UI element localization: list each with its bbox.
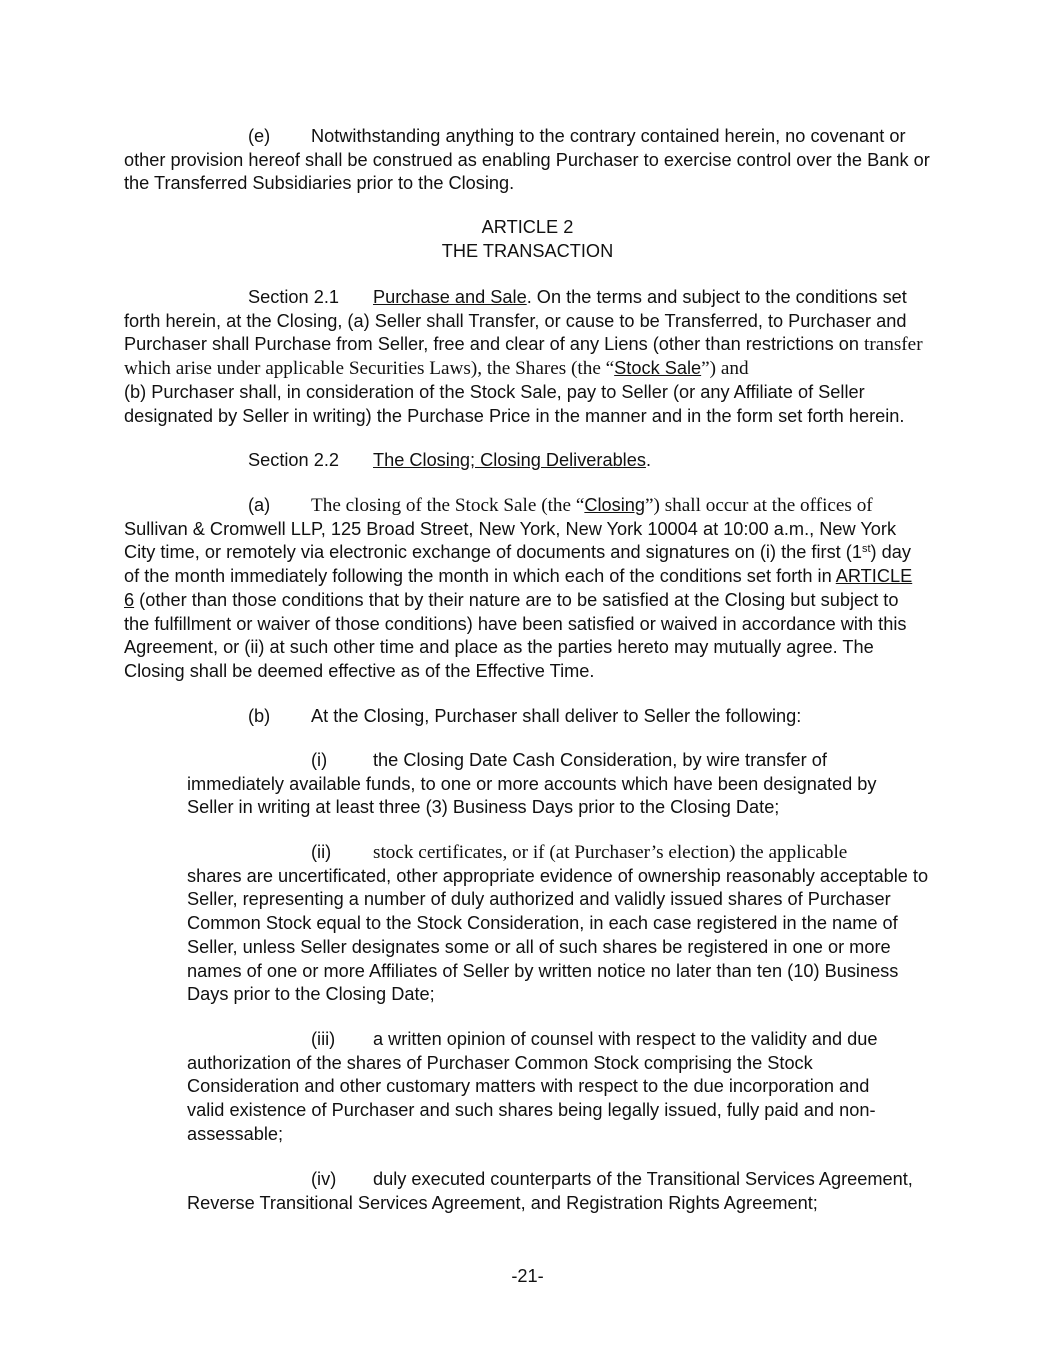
- section-2-1-text-b: (b) Purchaser shall, in consideration of the Stock Sale, pay to Seller (or any Affiliate of Seller designated by Seller in writing) the Purchase Price in the manner and in the form set forth herein.: [124, 381, 905, 426]
- item-ii: [187, 841, 932, 1007]
- paragraph-b-label: (b): [248, 706, 271, 726]
- item-iv: [187, 1168, 937, 1215]
- defined-term-stock-sale: Stock Sale: [614, 358, 702, 379]
- section-2-2: [124, 449, 936, 473]
- item-iv-text: duly executed counterparts of the Transitional Services Agreement, Reverse Transitional Services Agreement, and Registration Rights Agreement;: [187, 1169, 913, 1213]
- section-2-1: [124, 286, 936, 428]
- defined-term-closing: Closing: [584, 495, 646, 515]
- section-2-1-text-serif-after: ”) and: [701, 358, 749, 380]
- paragraph-e-text: Notwithstanding anything to the contrary contained herein, no covenant or other provision hereof shall be construed as enabling Purchaser to exercise control over the Bank or the Transferred Subsidiaries prior to the Closing.: [124, 126, 930, 194]
- section-2-1-text-serif: transfer which arise under applicable Securities Laws), the Shares (the “: [124, 334, 923, 380]
- section-2-1-text-a: . On the terms and subject to the conditions set forth herein, at the Closing, (a) Seller shall Transfer, or cause to be Transferred, to Purchaser and Purchaser shall Purchase from Seller, free and clear of any Liens (other than restrictions on: [124, 287, 907, 355]
- paragraph-b: [124, 705, 924, 729]
- paragraph-a-text-3: (other than those conditions that by their nature are to be satisfied at the Closing but subject to the fulfillment or waiver of those conditions) have been satisfied or waived in accordance with this Agreement, or (ii) at such other time and place as the parties hereto may mutually agree. The Closing shall be deemed effective as of the Effective Time.: [124, 589, 907, 681]
- paragraph-b-text: At the Closing, Purchaser shall deliver to Seller the following:: [311, 706, 802, 726]
- paragraph-a-label: (a): [248, 495, 271, 515]
- page-number: -21-: [511, 1266, 544, 1286]
- paragraph-a: [124, 494, 924, 684]
- paragraph-a-serif-text: The closing of the Stock Sale (the “: [311, 495, 585, 516]
- item-i-text: the Closing Date Cash Consideration, by wire transfer of immediately available funds, to one or more accounts which have been designated by Seller in writing at least three (3) Business Days prior to the Closing Date;: [187, 750, 877, 818]
- article-number: ARTICLE 2: [481, 217, 574, 237]
- paragraph-a-text-2: ) day of the month immediately following the month in which each of the conditions set forth in: [124, 542, 911, 587]
- paragraph-a-serif-text-after: ”) shall occur at the offices of: [645, 495, 873, 516]
- section-2-2-period: .: [645, 450, 651, 470]
- item-ii-serif-text: stock certificates, or if (at Purchaser’s election) the applicable: [373, 842, 848, 863]
- section-2-1-number: Section 2.1: [248, 287, 339, 307]
- item-i: [187, 749, 907, 820]
- item-ii-label: (ii): [311, 842, 332, 862]
- item-iii: [187, 1028, 907, 1147]
- section-2-1-heading: Purchase and Sale: [373, 287, 527, 307]
- item-ii-text: shares are uncertificated, other appropriate evidence of ownership reasonably acceptable to Seller, representing a number of duly authorized and validly issued shares of Purchaser Common Stock equal to the Stock Consideration, in each case registered in the name of Seller, unless Seller designates some or all of such shares be registered in one or more names of one or more Affiliates of Seller by written notice no later than ten (10) Business Days prior to the Closing Date;: [187, 865, 929, 1005]
- section-2-2-number: Section 2.2: [248, 450, 339, 470]
- section-2-2-heading: The Closing; Closing Deliverables: [373, 450, 646, 470]
- paragraph-e: [124, 125, 934, 196]
- article-title: THE TRANSACTION: [441, 241, 614, 261]
- item-i-label: (i): [311, 750, 328, 770]
- article-6-reference: ARTICLE 6: [124, 566, 913, 610]
- ordinal-superscript: st: [861, 543, 871, 556]
- item-iii-text: a written opinion of counsel with respect to the validity and due authorization of the shares of Purchaser Common Stock comprising the Stock Consideration and other customary matters with respect to the due incorporation and valid existence of Purchaser and such shares being legally issued, fully paid and non-assessable;: [187, 1029, 878, 1144]
- item-iii-label: (iii): [311, 1029, 336, 1049]
- paragraph-a-text-1: Sullivan & Cromwell LLP, 125 Broad Street, New York, New York 10004 at 10:00 a.m., New York City time, or remotely via electronic exchange of documents and signatures on (i) the first (1: [124, 518, 897, 563]
- paragraph-e-label: (e): [248, 126, 271, 146]
- item-iv-label: (iv): [311, 1169, 337, 1189]
